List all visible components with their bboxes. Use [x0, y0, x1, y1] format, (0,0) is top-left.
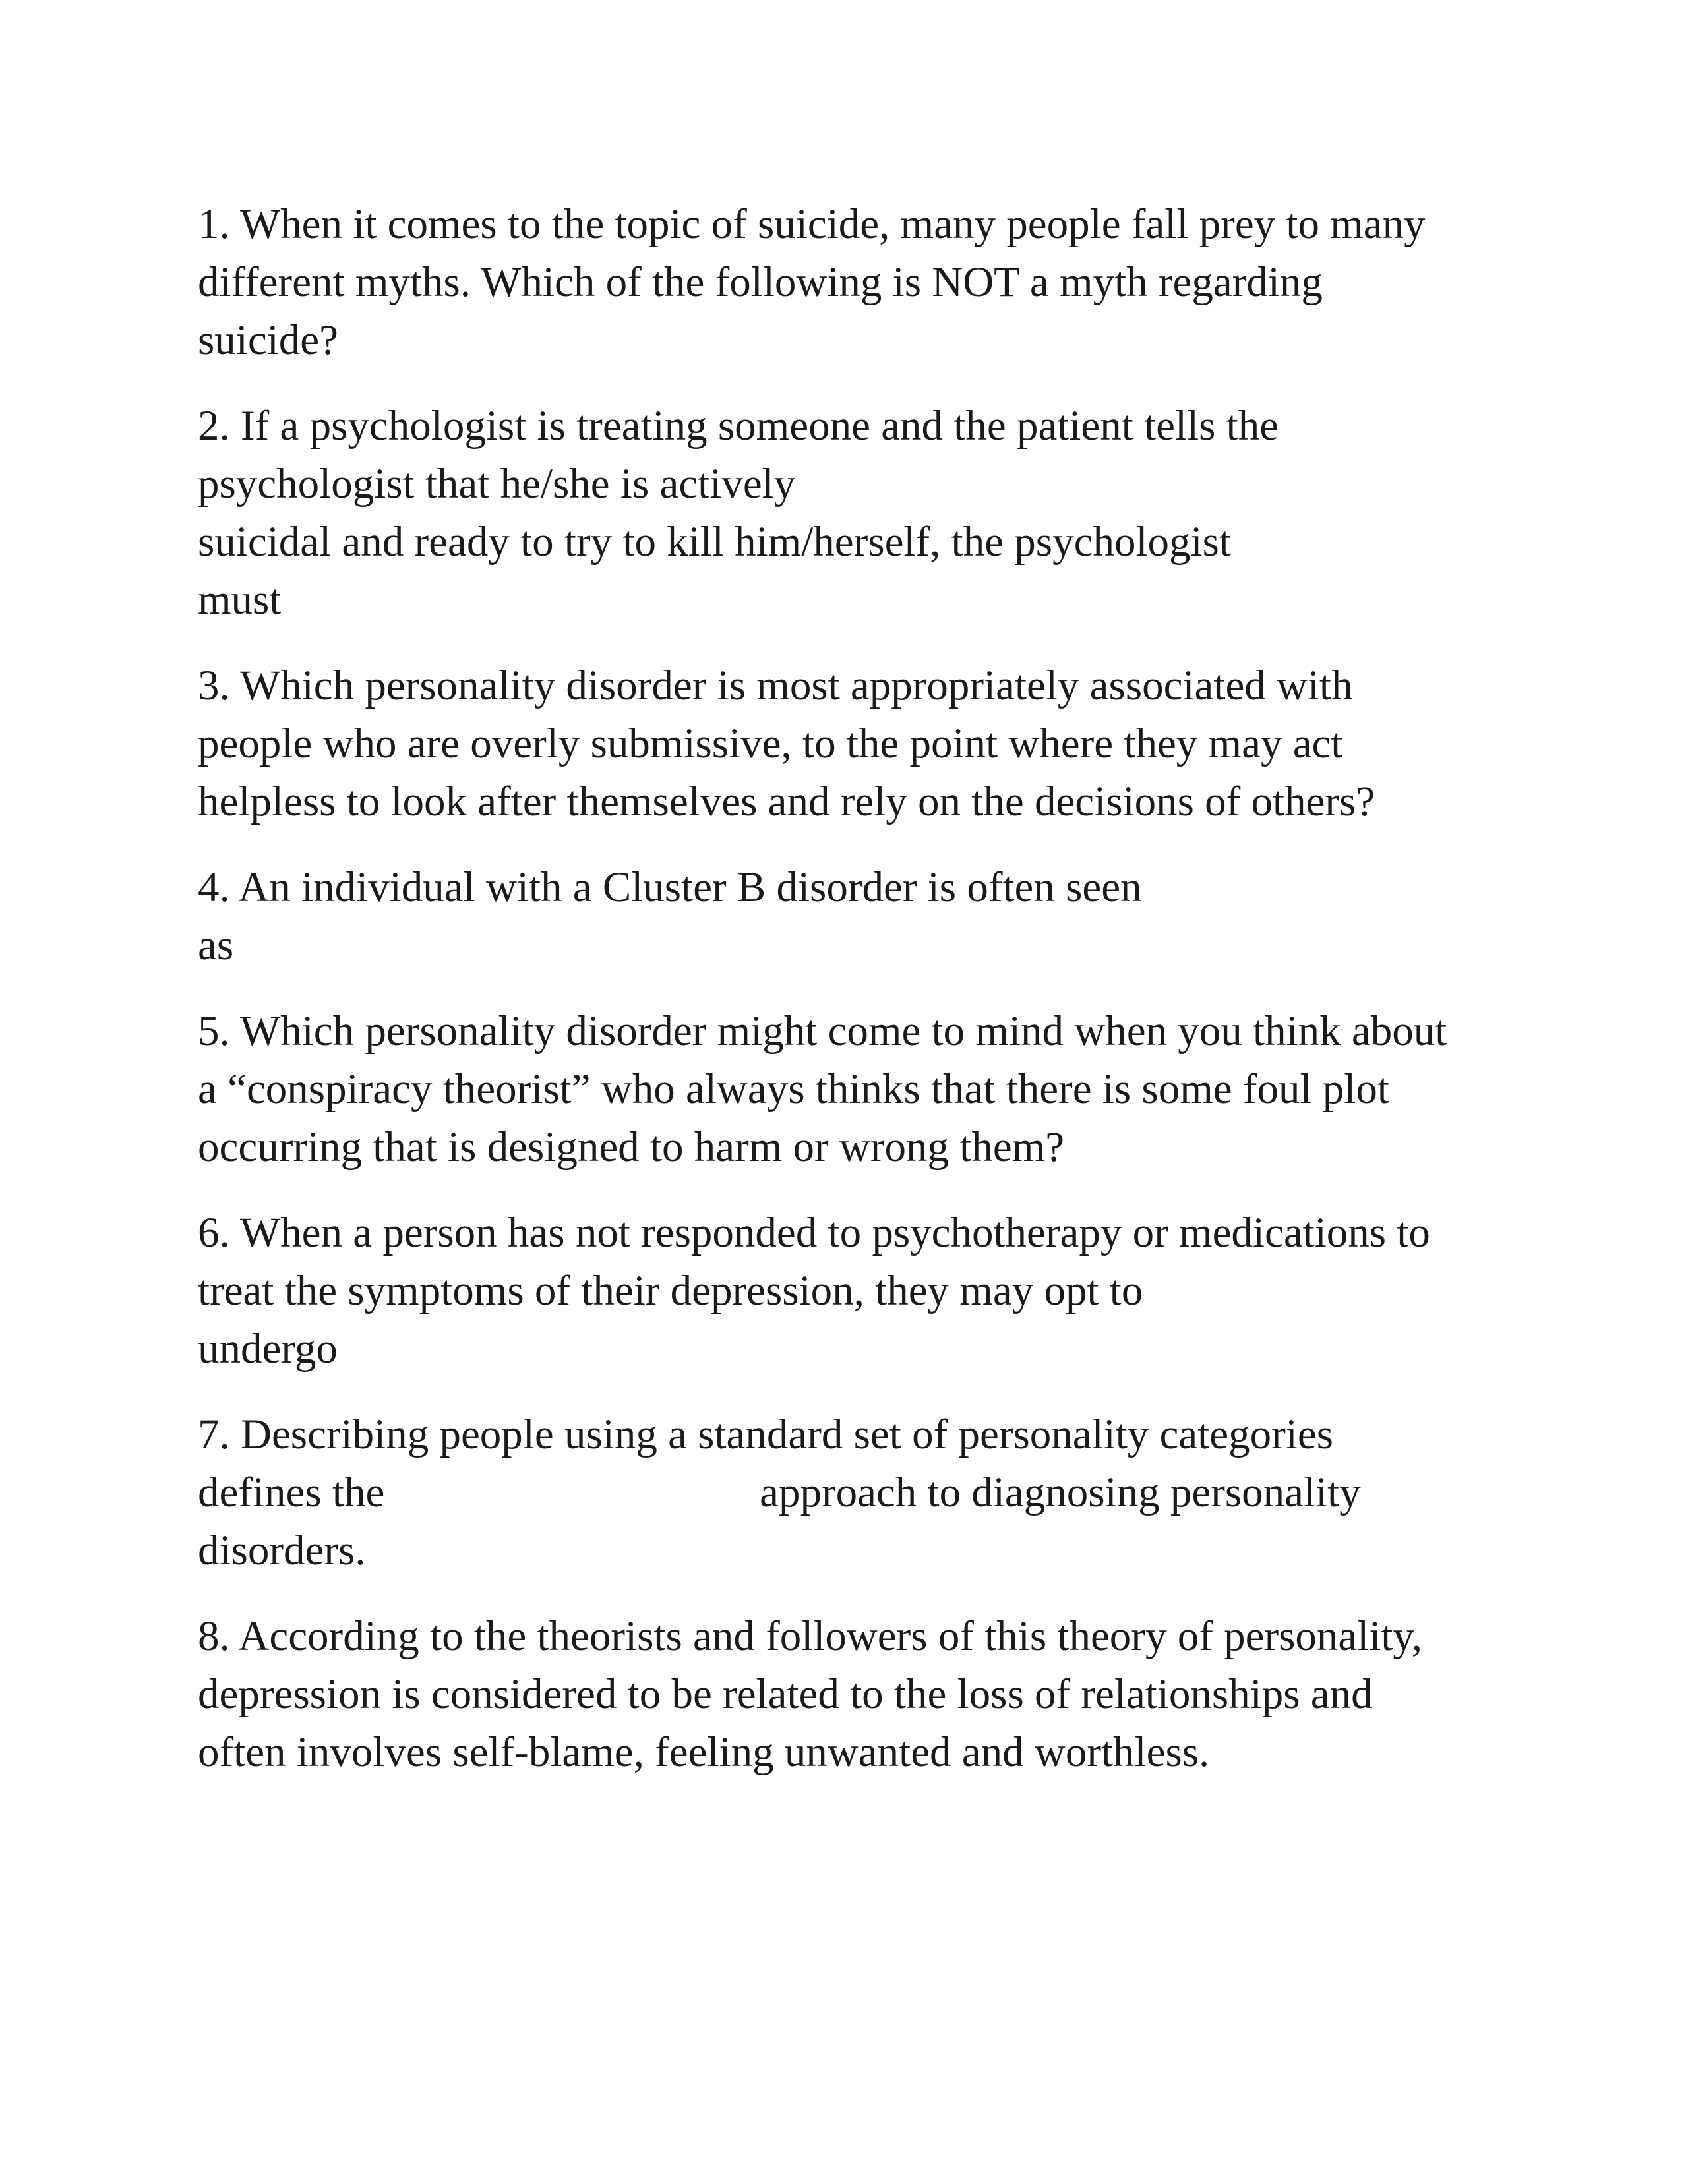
question-4	[198, 858, 1517, 974]
question-3	[198, 657, 1517, 831]
question-5-line-3: occurring that is designed to harm or wrong them?	[198, 1123, 1065, 1171]
question-1-line-1: 1. When it comes to the topic of suicide, many people fall prey to many	[198, 200, 1426, 248]
question-4-line-1: 4. An individual with a Cluster B disorder is often seen	[198, 864, 1142, 911]
question-list	[198, 195, 1517, 1809]
question-8	[198, 1607, 1517, 1781]
question-2	[198, 397, 1517, 629]
question-1-line-2: different myths. Which of the following is NOT a myth regarding	[198, 258, 1323, 306]
question-8-line-2: depression is considered to be related to the loss of relationships and	[198, 1670, 1373, 1718]
question-2-line-4: must	[198, 576, 282, 624]
question-7-line-1: 7. Describing people using a standard set of personality categories	[198, 1411, 1333, 1458]
question-1-line-3: suicide?	[198, 316, 338, 364]
question-2-line-2: psychologist that he/she is actively	[198, 460, 796, 508]
question-2-line-3: suicidal and ready to try to kill him/herself, the psychologist	[198, 518, 1231, 566]
question-6-line-3: undergo	[198, 1325, 338, 1372]
question-7-line-3: disorders.	[198, 1527, 366, 1574]
question-7	[198, 1405, 1517, 1579]
question-5	[198, 1002, 1517, 1176]
question-5-line-1: 5. Which personality disorder might come to mind when you think about	[198, 1007, 1447, 1055]
question-4-line-2: as	[198, 922, 234, 969]
question-2-line-1: 2. If a psychologist is treating someone and the patient tells the	[198, 402, 1279, 450]
question-1	[198, 195, 1517, 369]
question-8-line-1: 8. According to the theorists and followers of this theory of personality,	[198, 1612, 1422, 1660]
question-7-line-2: defines the approach to diagnosing personality	[198, 1469, 1361, 1516]
question-6-line-1: 6. When a person has not responded to psychotherapy or medications to	[198, 1209, 1430, 1256]
question-3-line-2: people who are overly submissive, to the point where they may act	[198, 720, 1343, 767]
question-6	[198, 1204, 1517, 1378]
question-5-line-2: a “conspiracy theorist” who always thinks that there is some foul plot	[198, 1065, 1389, 1113]
question-3-line-3: helpless to look after themselves and rely on the decisions of others?	[198, 778, 1375, 825]
question-3-line-1: 3. Which personality disorder is most appropriately associated with	[198, 662, 1353, 709]
question-8-line-3: often involves self-blame, feeling unwanted and worthless.	[198, 1728, 1210, 1776]
question-6-line-2: treat the symptoms of their depression, they may opt to	[198, 1267, 1143, 1314]
